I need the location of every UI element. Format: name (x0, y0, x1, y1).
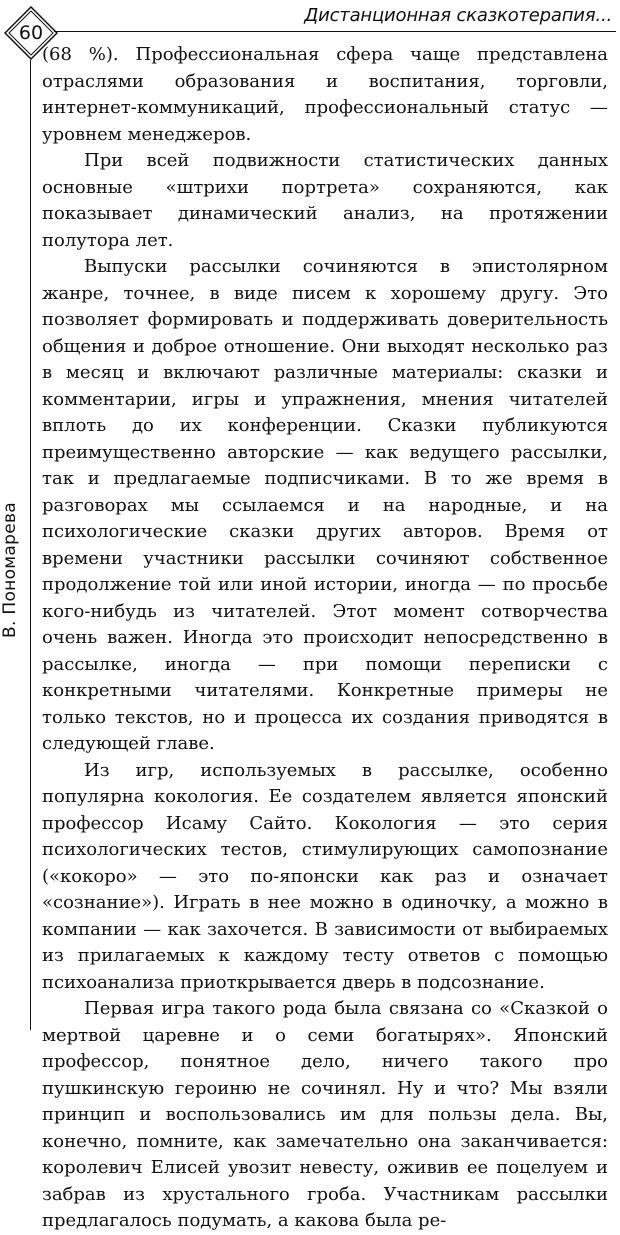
paragraph: При всей подвижности статистических данных основные «штрихи портрета» сохраняются, как показывает динамический анализ, на протяжении полутора лет. (42, 150, 608, 251)
paragraph: Выпуски рассылки сочиняются в эпистолярном жанре, точнее, в виде писем к хорошему другу. Это позволяет формировать и поддерживать доверительность общения и доброе отношение. Они выходят несколько раз в месяц и включают различные материалы: сказки и комментарии, игры и упражнения, мнения читателей вплоть до их конференции. Сказки публикуются преимущественно авторские — как ведущего рассылки, так и предлагаемые подписчиками. В то же время в разговорах мы ссылаемся и на народные, и на психологические сказки других авторов. Время от времени участники рассылки сочиняют собственное продолжение той или иной истории, иногда — по просьбе кого-нибудь из читателей. Этот момент сотворчества очень важен. Иногда это происходит непосредственно в рассылке, иногда — при помощи переписки с конкретными читателями. Конкретные примеры не только текстов, но и процесса их создания приводятся в следующей главе. (42, 256, 608, 754)
running-title: Дистанционная сказкотерапия... (304, 5, 612, 26)
body-text (42, 42, 608, 1235)
page-number: 60 (18, 22, 44, 44)
paragraph: (68 %). Профессиональная сфера чаще представлена отраслями образования и воспитания, торговли, интернет-коммуникаций, профессиональный статус — уровнем менеджеров. (42, 44, 608, 145)
side-rule (30, 60, 31, 1030)
paragraph: Первая игра такого рода была связана со «Сказкой о мертвой царевне и о семи богатырях». Японский профессор, понятное дело, ничего такого про пушкинскую героиню не сочинял. Ну и что? Мы взяли принцип и воспользовались им для пользы дела. Вы, конечно, помните, как замечательно она заканчивается: королевич Елисей увозит невесту, оживив ее поцелуем и забрав из хрустального гроба. Участникам рассылки предлагалось подумать, а какова была ре- (42, 998, 608, 1231)
paragraph: Из игр, используемых в рассылке, особенно популярна кокология. Ее создателем является японский профессор Исаму Сайто. Кокология — это серия психологических тестов, стимулирующих самопознание («кокоро» — это по-японски как раз и означает «сознание»). Играть в нее можно в одиночку, а можно в компании — как захочется. В зависимости от выбираемых из прилагаемых к каждому тесту ответов с помощью психоанализа приоткрывается дверь в подсознание. (42, 759, 608, 993)
header-rule (54, 31, 616, 32)
side-author-name: В. Пономарева (0, 502, 20, 638)
